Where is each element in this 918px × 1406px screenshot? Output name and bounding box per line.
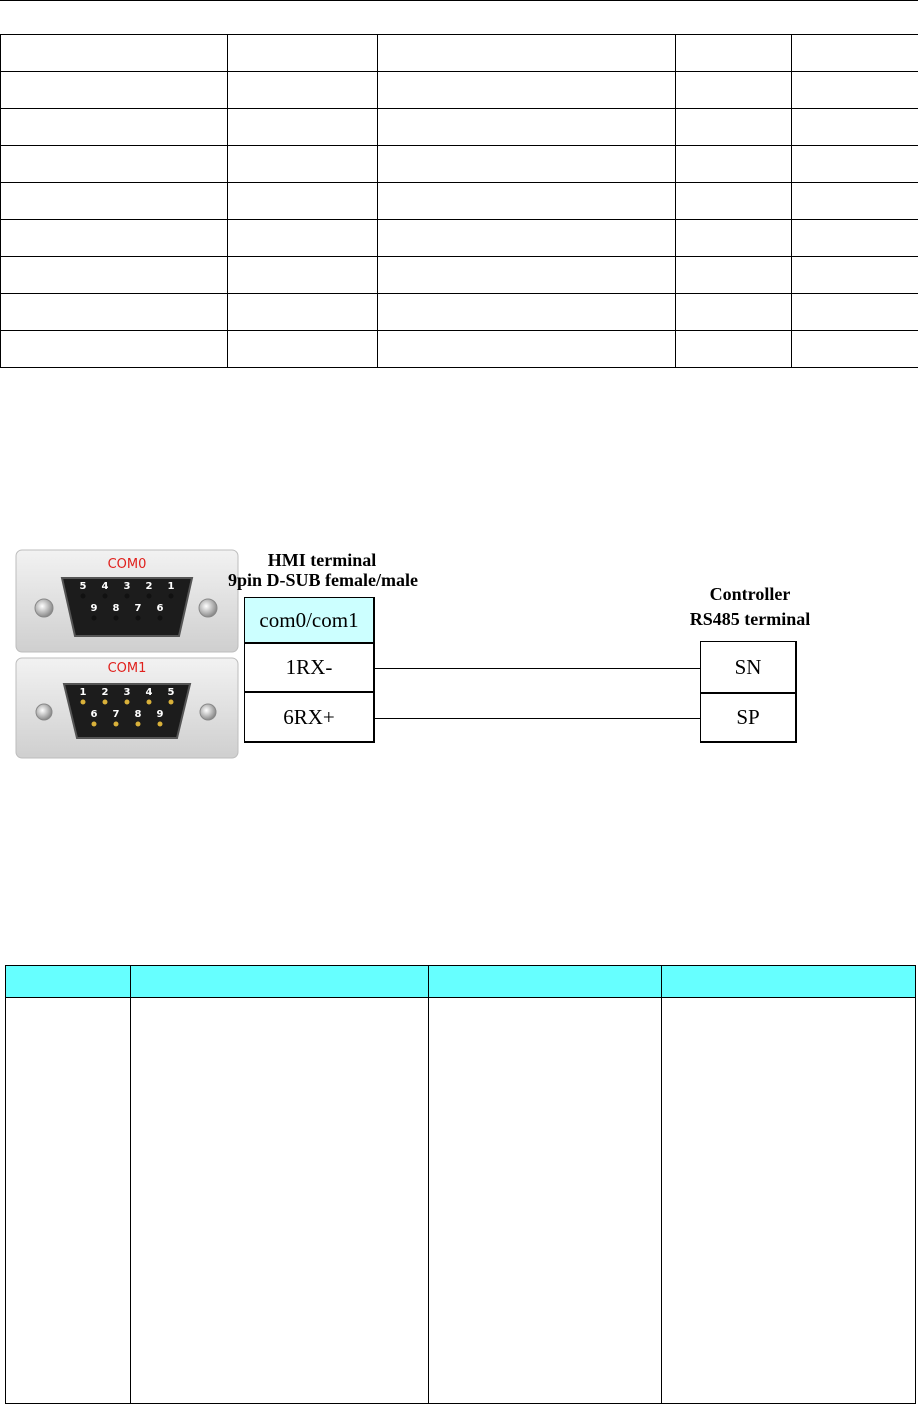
svg-text:1: 1 (79, 687, 87, 698)
table-row (1, 109, 918, 146)
table-row (1, 183, 918, 220)
svg-text:1: 1 (167, 581, 175, 592)
hmi-pin-6rx-plus: 6RX+ (244, 692, 375, 743)
svg-text:5: 5 (167, 687, 175, 698)
controller-title: Controller (709, 584, 791, 604)
controller-pin-sn: SN (700, 641, 797, 694)
header-rule (0, 0, 918, 1)
table-row (1, 146, 918, 183)
hmi-title: HMI terminal (267, 550, 377, 570)
table-row (1, 35, 918, 72)
svg-text:9: 9 (156, 709, 164, 720)
wire-rx-minus-to-sn (375, 668, 700, 669)
svg-text:2: 2 (101, 687, 109, 698)
svg-text:6: 6 (156, 603, 164, 614)
svg-text:3: 3 (123, 581, 131, 592)
svg-text:8: 8 (134, 709, 142, 720)
svg-text:6: 6 (90, 709, 98, 720)
com0-label: COM0 (107, 557, 147, 572)
svg-text:3: 3 (123, 687, 131, 698)
svg-text:2: 2 (145, 581, 153, 592)
table-row (6, 998, 916, 1404)
controller-pin-sp: SP (700, 693, 797, 743)
svg-text:4: 4 (101, 581, 109, 592)
svg-text:7: 7 (112, 709, 120, 720)
svg-text:4: 4 (145, 687, 153, 698)
svg-text:8: 8 (112, 603, 120, 614)
svg-text:7: 7 (134, 603, 142, 614)
table-row (1, 72, 918, 109)
table-row (1, 257, 918, 294)
hmi-pin-1rx-minus: 1RX- (244, 643, 375, 693)
hmi-subtitle: 9pin D-SUB female/male (228, 570, 418, 590)
controller-subtitle: RS485 terminal (689, 609, 811, 629)
settings-table (5, 965, 916, 1404)
hmi-pin-header: com0/com1 (244, 597, 375, 644)
table-header-row (6, 966, 916, 998)
table-row (1, 220, 918, 257)
table-row (1, 331, 918, 368)
com1-label: COM1 (107, 661, 147, 676)
wire-rx-plus-to-sp (375, 718, 700, 719)
parameter-table (0, 34, 918, 368)
svg-text:9: 9 (90, 603, 98, 614)
table-row (1, 294, 918, 331)
com0-pin-label: 5 (79, 581, 87, 592)
